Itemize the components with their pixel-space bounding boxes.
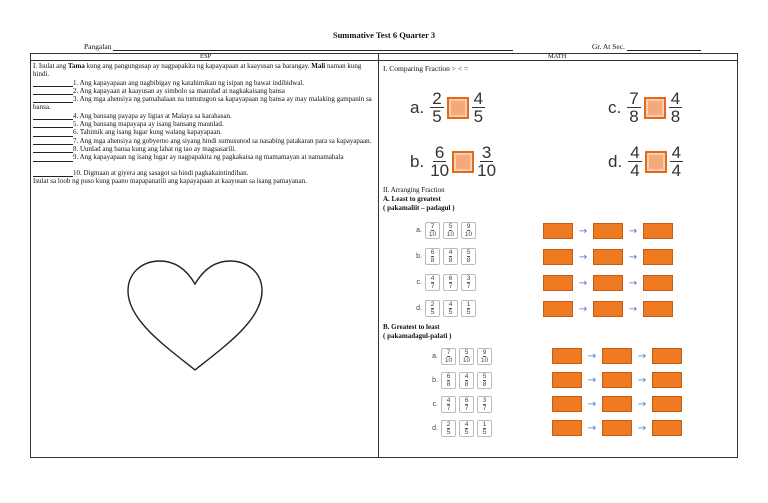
answer-blank[interactable]	[33, 112, 73, 120]
esp-item: 7. Ang mga ahensiya ng gobyerno ang siyang hindi sumusunod sa nasabing patakaran para sa kapayapaan.	[33, 137, 375, 145]
compare-item-c	[608, 90, 682, 125]
least-row-c: c. 4 7 6 7 3 7	[408, 274, 479, 291]
name-label: Pangalan	[84, 42, 112, 51]
arrow-icon: →	[587, 398, 597, 410]
answer-box[interactable]	[652, 420, 682, 436]
answer-box[interactable]	[643, 223, 673, 239]
answer-blank[interactable]	[33, 95, 73, 103]
compare-item-a	[410, 90, 485, 125]
answer-box[interactable]	[652, 372, 682, 388]
answer-box[interactable]	[652, 396, 682, 412]
answer-blank[interactable]	[33, 129, 73, 137]
greatest-row-d: d. 2 5 4 5 1 5	[424, 420, 495, 437]
instruction-tama: Tama	[68, 62, 85, 70]
least-answer-row-b	[543, 249, 673, 265]
answer-box[interactable]	[543, 223, 573, 239]
answer-blank[interactable]	[33, 169, 73, 177]
esp-item: 4. Ang bansang payapa ay ligtas at Malaya sa karahasan.	[33, 112, 375, 120]
name-field[interactable]	[84, 42, 513, 51]
greatest-answer-row-d	[552, 420, 682, 436]
fraction-right: $\frac{4}{8}$	[670, 89, 681, 126]
instruction-text-c: naman kung hindi.	[33, 62, 362, 79]
grade-label: Gr. At Sec.	[592, 42, 625, 51]
greatest-title: B. Greatest to least	[383, 323, 440, 331]
math-header: MATH	[548, 53, 567, 60]
grade-line	[627, 42, 701, 51]
esp-item: 5. Ang bansang mapayapa ay isang bansang maunlad.	[33, 120, 375, 128]
esp-section	[33, 62, 375, 185]
greatest-row-c: c. 4 7 6 7 3 7	[424, 396, 495, 413]
fraction-left: $\frac{7}{8}$	[629, 89, 639, 126]
greatest-answer-row-c	[552, 396, 682, 412]
fraction-right: $\frac{4}{5}$	[473, 89, 484, 126]
least-answer-row-c	[543, 275, 673, 291]
esp-item: 2. Ang kapayaan at kaayusan ay simbolo sa maunlad at nagkakaisang bansa	[33, 87, 375, 95]
arrow-icon: →	[628, 251, 638, 263]
least-row-d: d. 2 5 4 5 1 5	[408, 300, 479, 317]
instruction-mali: Mali	[311, 62, 326, 70]
arrow-icon: →	[637, 398, 647, 410]
compare-answer-box[interactable]	[447, 97, 469, 119]
compare-answer-box[interactable]	[645, 151, 667, 173]
esp-part2: Isulat sa loob ng puso kung paano mapapanatili ang kapayapaan at kaayusan sa isang pamayanan.	[33, 176, 307, 185]
header-line	[30, 60, 738, 61]
answer-blank[interactable]	[33, 120, 73, 128]
arrow-icon: →	[628, 303, 638, 315]
answer-blank[interactable]	[33, 137, 73, 145]
heart-drawing-area[interactable]	[125, 258, 265, 373]
arrange-title: II. Arranging Fraction	[383, 186, 445, 194]
fraction-right: $\frac{4}{4}$	[671, 143, 682, 180]
answer-blank[interactable]	[33, 145, 73, 153]
arrow-icon: →	[578, 277, 588, 289]
answer-blank[interactable]	[33, 79, 73, 87]
grade-section-field[interactable]	[592, 42, 701, 51]
answer-box[interactable]	[602, 372, 632, 388]
answer-box[interactable]	[593, 301, 623, 317]
esp-item: 10. Digmaan at giyera ang sasagot sa hindi pagkakaintindihan.	[33, 169, 375, 177]
arrow-icon: →	[578, 303, 588, 315]
least-answer-row-a	[543, 223, 673, 239]
compare-answer-box[interactable]	[644, 97, 666, 119]
fraction-left: $\frac{4}{4}$	[630, 143, 640, 180]
page-title: Summative Test 6 Quarter 3	[332, 30, 436, 40]
greatest-row-b: b. 6 8 4 8 5 8	[424, 372, 495, 389]
answer-box[interactable]	[602, 396, 632, 412]
esp-item: 8. Uunlad ang bansa kung ang lahat ng tao ay magsasarili.	[33, 145, 375, 153]
heart-icon	[128, 261, 262, 370]
answer-box[interactable]	[593, 275, 623, 291]
least-title: A. Least to greatest	[383, 195, 441, 203]
esp-header: ESP	[200, 53, 212, 60]
esp-item: 3. Ang mga ahensiya ng pamahalaan na tumutugon sa kapayapaan ng bansa ay may malaking gampanin sa bansa.	[33, 95, 372, 112]
arrow-icon: →	[628, 277, 638, 289]
greatest-answer-row-b	[552, 372, 682, 388]
answer-box[interactable]	[543, 301, 573, 317]
least-row-a: a. 7 10 5 10 9 10	[408, 222, 479, 239]
item-letter: a.	[410, 97, 425, 117]
arrow-icon: →	[628, 225, 638, 237]
compare-answer-box[interactable]	[452, 151, 474, 173]
item-letter: c.	[608, 97, 622, 117]
instruction-text-b: kung ang pangungusap ay nagpapakita ng kapayapaan at kaayusan sa barangay.	[84, 62, 312, 70]
answer-box[interactable]	[602, 420, 632, 436]
answer-box[interactable]	[652, 348, 682, 364]
answer-box[interactable]	[552, 420, 582, 436]
arrow-icon: →	[637, 422, 647, 434]
arrow-icon: →	[637, 374, 647, 386]
answer-blank[interactable]	[33, 154, 73, 162]
name-line	[113, 42, 513, 51]
least-row-b: b. 6 8 4 8 5 8	[408, 248, 479, 265]
arrow-icon: →	[587, 374, 597, 386]
column-divider	[378, 53, 379, 458]
answer-box[interactable]	[552, 396, 582, 412]
arrow-icon: →	[578, 225, 588, 237]
answer-blank[interactable]	[33, 87, 73, 95]
arrow-icon: →	[587, 350, 597, 362]
answer-box[interactable]	[643, 249, 673, 265]
item-letter: b.	[410, 151, 425, 171]
answer-box[interactable]	[643, 301, 673, 317]
compare-item-d	[608, 144, 683, 179]
answer-box[interactable]	[593, 249, 623, 265]
esp-instruction	[33, 62, 375, 79]
greatest-row-a: a. 7 10 5 10 9 10	[424, 348, 495, 365]
least-subtitle: ( pakamaliit – padagul )	[383, 204, 455, 212]
esp-item: 6. Tahimik ang isang lugar kung walang kapayapaan.	[33, 128, 375, 136]
answer-box[interactable]	[552, 372, 582, 388]
answer-box[interactable]	[552, 348, 582, 364]
compare-item-b	[410, 144, 496, 179]
arrow-icon: →	[578, 251, 588, 263]
compare-title: I. Comparing Fraction > < =	[383, 64, 469, 73]
item-letter: d.	[608, 151, 623, 171]
greatest-answer-row-a	[552, 348, 682, 364]
instruction-text-a: I. Isulat ang	[33, 62, 68, 70]
esp-item: 1. Ang kapayapaan ang nagbibigay ng katahimikan ng isipan ng bawat indibidwal.	[33, 79, 375, 87]
esp-item: 9. Ang kapayapaan ng isang lugar ay nagpapakita ng pagkakaisa ng mamamayan at namamahala	[33, 153, 375, 161]
arrow-icon: →	[637, 350, 647, 362]
answer-box[interactable]	[543, 275, 573, 291]
least-answer-row-d	[543, 301, 673, 317]
answer-box[interactable]	[643, 275, 673, 291]
answer-box[interactable]	[543, 249, 573, 265]
fraction-right: $\frac{3}{10}$	[477, 143, 497, 180]
fraction-left: $\frac{2}{5}$	[432, 89, 442, 126]
answer-box[interactable]	[593, 223, 623, 239]
arrow-icon: →	[587, 422, 597, 434]
answer-box[interactable]	[602, 348, 632, 364]
greatest-subtitle: ( pakamadagul-palati )	[383, 332, 452, 340]
fraction-left: $\frac{6}{10}$	[430, 143, 450, 180]
